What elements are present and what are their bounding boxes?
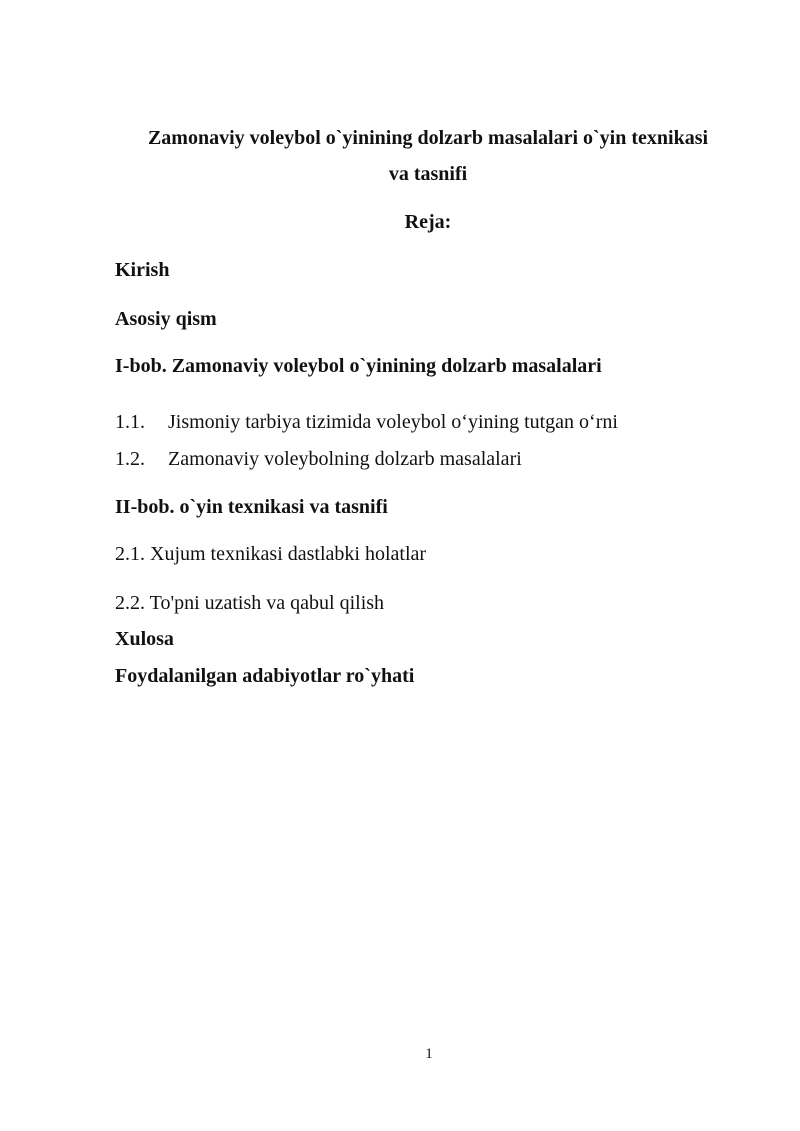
list-item: [115, 447, 522, 471]
intro-heading: Kirish: [115, 259, 170, 281]
page-number: 1: [425, 1046, 433, 1062]
conclusion-heading: Xulosa: [115, 628, 174, 650]
list-item-number: 1.2.: [115, 448, 145, 470]
list-item-text: Jismoniy tarbiya tizimida voleybol o‘yining tutgan o‘rni: [168, 411, 618, 433]
title-line-2: va tasnifi: [388, 163, 468, 185]
chapter1-heading: I-bob. Zamonaviy voleybol o`yinining dolzarb masalalari: [115, 355, 602, 377]
references-heading: Foydalanilgan adabiyotlar ro`yhati: [115, 665, 415, 687]
list-item: 2.2. To'pni uzatish va qabul qilish: [115, 592, 385, 614]
list-item-number: 1.1.: [115, 411, 145, 433]
plan-heading: Reja:: [404, 211, 452, 233]
list-item: [115, 410, 618, 434]
list-item: 2.1. Xujum texnikasi dastlabki holatlar: [115, 543, 427, 565]
list-item-text: Zamonaviy voleybolning dolzarb masalalari: [168, 448, 522, 470]
main-part-heading: Asosiy qism: [115, 308, 217, 330]
chapter2-heading: II-bob. o`yin texnikasi va tasnifi: [115, 496, 388, 518]
title-line-1: Zamonaviy voleybol o`yinining dolzarb masalalari o`yin texnikasi: [147, 127, 709, 149]
